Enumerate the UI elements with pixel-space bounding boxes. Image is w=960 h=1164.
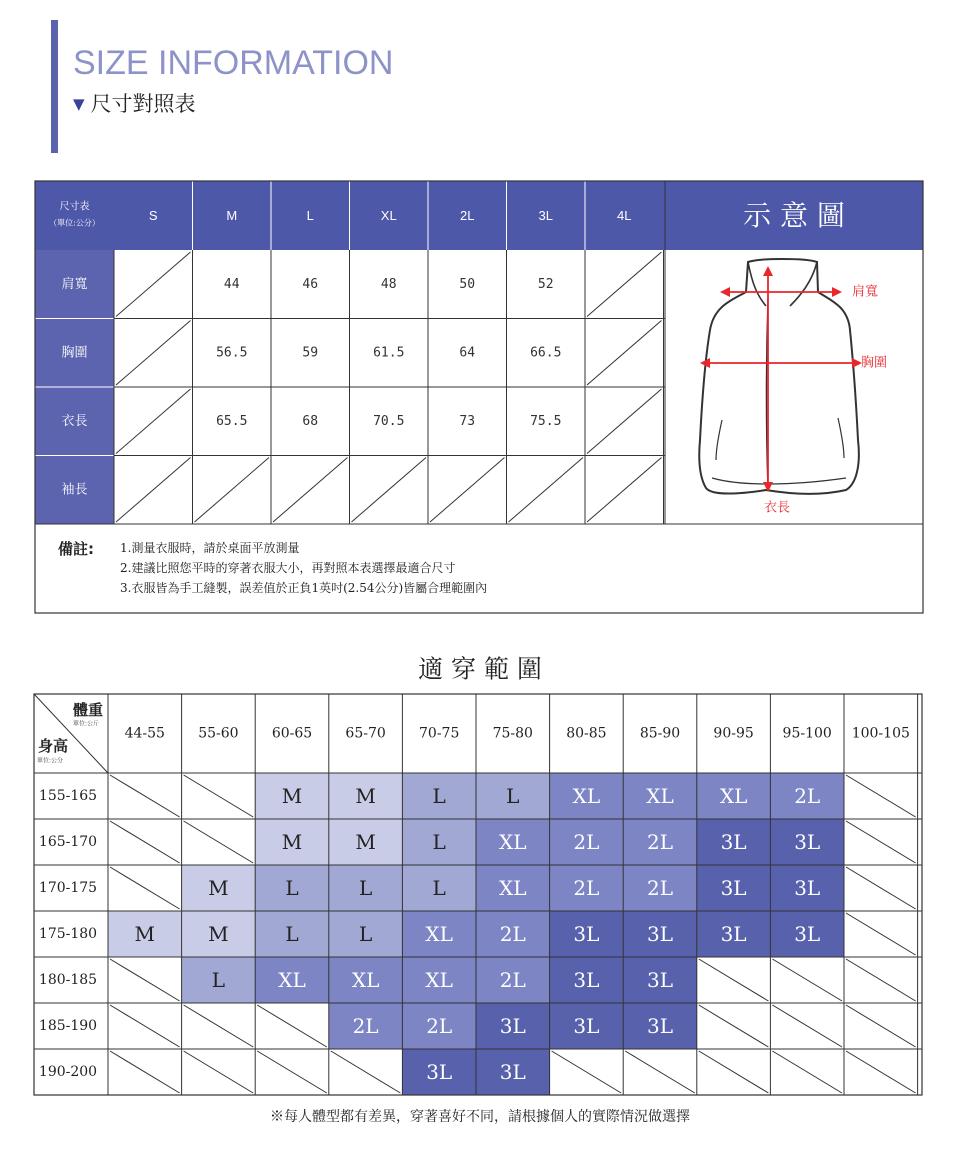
empty-cell-slash xyxy=(772,959,842,1001)
fit-size-cell: M xyxy=(208,876,229,900)
vest-illustration xyxy=(699,259,862,494)
size-row-label: 胸圍 xyxy=(61,345,88,361)
shoulder-label: 肩寬 xyxy=(851,284,879,300)
subtitle-text: 尺寸對照表 xyxy=(90,92,196,116)
notes-label: 備註: xyxy=(58,540,94,558)
empty-cell-slash xyxy=(587,321,662,386)
empty-cell-slash xyxy=(352,458,427,523)
chest-label: 胸圍 xyxy=(860,355,888,371)
weight-range-label: 90-95 xyxy=(713,725,754,742)
empty-cell-slash xyxy=(195,458,270,523)
size-value-cell: 52 xyxy=(537,276,554,292)
empty-cell-slash xyxy=(552,1051,622,1093)
fit-size-cell: 3L xyxy=(794,830,821,854)
empty-cell-slash xyxy=(116,389,191,454)
empty-cell-slash xyxy=(846,821,916,863)
empty-cell-slash xyxy=(772,1005,842,1047)
fit-size-cell: 2L xyxy=(352,1014,379,1038)
fit-table-title: 適 穿 範 圍 xyxy=(418,654,542,684)
fit-size-cell: M xyxy=(281,830,303,854)
size-value-cell: 70.5 xyxy=(373,413,405,429)
height-range-label: 185-190 xyxy=(38,1018,98,1034)
empty-cell-slash xyxy=(846,1005,916,1047)
fit-size-cell: 2L xyxy=(499,968,526,992)
note-line: 1.測量衣服時，請於桌面平放測量 xyxy=(120,541,300,555)
height-range-label: 180-185 xyxy=(38,972,98,988)
fit-size-cell: 3L xyxy=(720,876,747,900)
height-range-label: 165-170 xyxy=(38,834,98,850)
empty-cell-slash xyxy=(430,458,505,523)
size-header-S: S xyxy=(148,208,158,223)
size-corner-label: 尺寸表 xyxy=(59,201,90,213)
weight-range-label: 95-100 xyxy=(782,725,832,742)
fit-size-cell: L xyxy=(285,876,299,900)
fit-size-cell: L xyxy=(211,968,226,992)
empty-cell-slash xyxy=(110,867,180,909)
fit-size-cell: 2L xyxy=(426,1014,453,1038)
fit-size-cell: XL xyxy=(572,784,601,808)
height-range-label: 190-200 xyxy=(38,1064,98,1080)
fit-size-cell: 2L xyxy=(499,922,526,946)
empty-cell-slash xyxy=(625,1051,695,1093)
fit-size-cell: 2L xyxy=(794,784,821,808)
size-header-XL: XL xyxy=(380,208,397,223)
empty-cell-slash xyxy=(772,1051,842,1093)
size-value-cell: 66.5 xyxy=(530,345,562,361)
fit-size-cell: L xyxy=(506,784,520,808)
fit-size-cell: L xyxy=(358,876,373,900)
weight-range-label: 75-80 xyxy=(492,725,533,742)
weight-range-label: 70-75 xyxy=(419,725,460,742)
size-row-label: 袖長 xyxy=(61,482,88,498)
weight-axis-label: 體重 xyxy=(72,701,104,719)
empty-cell-slash xyxy=(184,1005,254,1047)
height-range-label: 155-165 xyxy=(38,788,98,804)
fit-size-cell: 3L xyxy=(499,1060,526,1084)
empty-cell-slash xyxy=(509,458,584,523)
fit-size-cell: XL xyxy=(351,968,380,992)
triangle-down-icon: ▼ xyxy=(73,95,85,113)
fit-size-cell: 3L xyxy=(426,1060,453,1084)
fit-size-cell: L xyxy=(358,922,373,946)
empty-cell-slash xyxy=(257,1051,327,1093)
height-unit-label: 單位:公分 xyxy=(36,757,64,765)
size-value-cell: 48 xyxy=(380,276,397,292)
empty-cell-slash xyxy=(587,458,662,523)
empty-cell-slash xyxy=(184,775,254,817)
size-header-M: M xyxy=(226,208,238,223)
weight-range-label: 44-55 xyxy=(124,725,165,742)
empty-cell-slash xyxy=(184,821,254,863)
fit-size-cell: 3L xyxy=(646,1014,674,1038)
empty-cell-slash xyxy=(116,321,191,386)
fit-size-cell: XL xyxy=(278,968,306,992)
diagram-title: 示 意 圖 xyxy=(743,199,845,232)
empty-cell-slash xyxy=(699,1051,769,1093)
empty-cell-slash xyxy=(587,252,662,317)
empty-cell-slash xyxy=(110,821,180,863)
fit-size-cell: L xyxy=(285,922,299,946)
fit-size-cell: L xyxy=(432,876,446,900)
empty-cell-slash xyxy=(699,1005,769,1047)
fit-size-cell: XL xyxy=(499,830,527,854)
fit-size-cell: 3L xyxy=(720,922,747,946)
size-value-cell: 44 xyxy=(223,276,240,292)
weight-range-label: 85-90 xyxy=(639,725,681,742)
size-header-L: L xyxy=(306,208,314,223)
weight-range-label: 55-60 xyxy=(198,725,239,742)
empty-cell-slash xyxy=(846,959,916,1001)
fit-size-cell: M xyxy=(208,922,229,946)
fit-size-cell: 2L xyxy=(646,876,674,900)
empty-cell-slash xyxy=(846,867,916,909)
fit-size-cell: 3L xyxy=(720,830,747,854)
weight-range-label: 80-85 xyxy=(566,725,607,742)
fit-size-cell: XL xyxy=(425,922,453,946)
size-header-3L: 3L xyxy=(538,208,553,223)
fit-size-cell: 2L xyxy=(573,830,600,854)
size-row-label: 衣長 xyxy=(61,413,88,429)
height-range-label: 170-175 xyxy=(38,880,98,896)
size-value-cell: 75.5 xyxy=(530,413,562,429)
empty-cell-slash xyxy=(846,913,916,955)
fit-size-cell: M xyxy=(355,784,376,808)
size-value-cell: 73 xyxy=(459,413,476,429)
size-value-cell: 56.5 xyxy=(216,345,248,361)
size-value-cell: 61.5 xyxy=(373,345,405,361)
size-value-cell: 59 xyxy=(302,345,319,361)
empty-cell-slash xyxy=(273,458,348,523)
empty-cell-slash xyxy=(116,458,191,523)
size-value-cell: 68 xyxy=(302,413,319,429)
empty-cell-slash xyxy=(587,389,662,454)
fit-size-cell: 2L xyxy=(646,830,674,854)
fit-size-cell: M xyxy=(281,784,303,808)
fit-size-cell: 3L xyxy=(573,922,600,946)
length-label: 衣長 xyxy=(763,500,791,516)
page-title: SIZE INFORMATION xyxy=(73,44,394,82)
size-value-cell: 50 xyxy=(459,276,476,292)
weight-range-label: 100-105 xyxy=(851,725,910,742)
fit-size-cell: 3L xyxy=(646,968,674,992)
fit-size-cell: L xyxy=(432,784,446,808)
fit-size-cell: 3L xyxy=(573,968,600,992)
weight-range-label: 60-65 xyxy=(271,725,313,742)
fit-size-cell: XL xyxy=(425,968,453,992)
fit-size-cell: M xyxy=(355,830,376,854)
height-axis-label: 身高 xyxy=(37,737,69,755)
empty-cell-slash xyxy=(699,959,769,1001)
empty-cell-slash xyxy=(110,1051,180,1093)
size-row-label: 肩寬 xyxy=(61,276,88,292)
size-value-cell: 46 xyxy=(302,276,319,292)
fit-footnote: ※每人體型都有差異，穿著喜好不同，請根據個人的實際情況做選擇 xyxy=(270,1109,690,1125)
note-line: 2.建議比照您平時的穿著衣服大小，再對照本表選擇最適合尺寸 xyxy=(120,561,456,575)
size-value-cell: 65.5 xyxy=(216,413,248,429)
fit-size-cell: XL xyxy=(646,784,674,808)
fit-size-cell: 3L xyxy=(794,876,821,900)
fit-size-cell: XL xyxy=(499,876,527,900)
arrow-left-icon xyxy=(720,287,730,297)
fit-size-cell: L xyxy=(432,830,446,854)
note-line: 3.衣服皆為手工縫製，誤差值於正負1英吋(2.54公分)皆屬合理範圍內 xyxy=(120,581,488,595)
empty-cell-slash xyxy=(110,775,180,817)
empty-cell-slash xyxy=(184,1051,254,1093)
size-value-cell: 64 xyxy=(459,345,476,361)
empty-cell-slash xyxy=(846,775,916,817)
fit-size-cell: 3L xyxy=(646,922,674,946)
fit-size-cell: 3L xyxy=(499,1014,526,1038)
size-header-2L: 2L xyxy=(460,208,475,223)
size-corner-unit: （單位:公分） xyxy=(49,218,100,228)
empty-cell-slash xyxy=(116,252,191,317)
empty-cell-slash xyxy=(331,1051,401,1093)
fit-size-cell: 3L xyxy=(573,1014,600,1038)
weight-unit-label: 單位:公斤 xyxy=(72,720,100,728)
size-header-4L: 4L xyxy=(617,208,632,223)
weight-range-label: 65-70 xyxy=(345,725,386,742)
fit-size-cell: 3L xyxy=(794,922,821,946)
height-range-label: 175-180 xyxy=(38,926,98,942)
empty-cell-slash xyxy=(846,1051,916,1093)
fit-size-cell: XL xyxy=(719,784,748,808)
empty-cell-slash xyxy=(257,1005,327,1047)
fit-size-cell: M xyxy=(134,922,156,946)
empty-cell-slash xyxy=(110,959,180,1001)
arrow-right-icon xyxy=(832,287,842,297)
empty-cell-slash xyxy=(110,1005,180,1047)
fit-size-cell: 2L xyxy=(573,876,600,900)
